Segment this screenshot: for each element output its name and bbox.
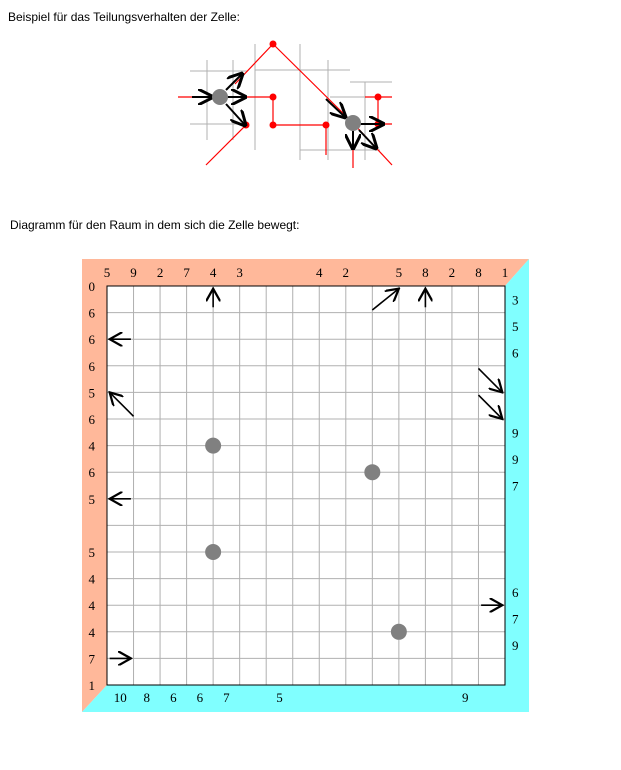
left-border-number: 4	[88, 571, 95, 587]
left-border-number: 5	[88, 545, 95, 560]
top-border-number: 2	[156, 265, 164, 280]
left-border-number: 5	[88, 385, 95, 401]
right-border-number: 5	[512, 318, 519, 334]
left-border-number: 4	[88, 598, 95, 614]
left-border-number: 6	[88, 465, 95, 481]
left-border-number: 6	[88, 412, 95, 427]
bottom-border-number: 8	[143, 690, 151, 705]
cell	[205, 544, 221, 560]
left-border-number: 6	[88, 305, 95, 321]
right-border-number: 7	[512, 478, 519, 494]
bottom-border-number: 5	[276, 690, 283, 705]
left-border-number: 4	[88, 624, 95, 640]
cell	[364, 464, 380, 480]
left-border-number: 6	[88, 358, 95, 374]
top-border-number: 8	[475, 265, 482, 280]
bottom-border-number: 7	[223, 690, 230, 705]
bottom-border-number: 9	[461, 690, 469, 705]
top-border-number: 4	[209, 265, 217, 280]
grid-area	[107, 286, 505, 685]
left-border-number: 1	[88, 678, 95, 693]
right-border-number: 9	[512, 451, 519, 467]
left-border-number: 4	[88, 438, 95, 454]
top-border-number: 4	[316, 265, 323, 280]
top-border-number: 9	[130, 265, 137, 280]
right-border-number: 9	[512, 425, 519, 441]
right-border-number: 9	[512, 638, 519, 654]
bottom-border-number: 6	[170, 690, 177, 705]
left-border-number: 5	[88, 491, 95, 507]
left-border-number: 7	[88, 651, 95, 667]
top-border-number: 8	[422, 265, 429, 280]
top-border-number: 3	[236, 265, 243, 280]
top-border-number: 1	[501, 265, 509, 280]
example-heading: Beispiel für das Teilungsverhalten der Zelle:	[8, 10, 240, 24]
top-border-number: 5	[395, 265, 403, 280]
top-border-number: 2	[448, 265, 456, 280]
right-border-number: 7	[512, 611, 519, 627]
cell	[205, 438, 221, 454]
cell	[391, 624, 407, 640]
left-border-number: 0	[88, 279, 95, 294]
diagram-heading: Diagramm für den Raum in dem sich die Zelle bewegt:	[10, 218, 300, 232]
left-border-number: 6	[88, 332, 95, 348]
top-border-number: 7	[183, 265, 190, 280]
top-border-number: 2	[342, 265, 350, 280]
right-border-number: 3	[512, 292, 519, 308]
right-border-number: 6	[512, 584, 519, 600]
top-border-number: 5	[103, 265, 111, 280]
bottom-border-number: 6	[196, 690, 204, 705]
bottom-border-number: 10	[113, 690, 127, 705]
right-border-number: 6	[512, 345, 519, 361]
